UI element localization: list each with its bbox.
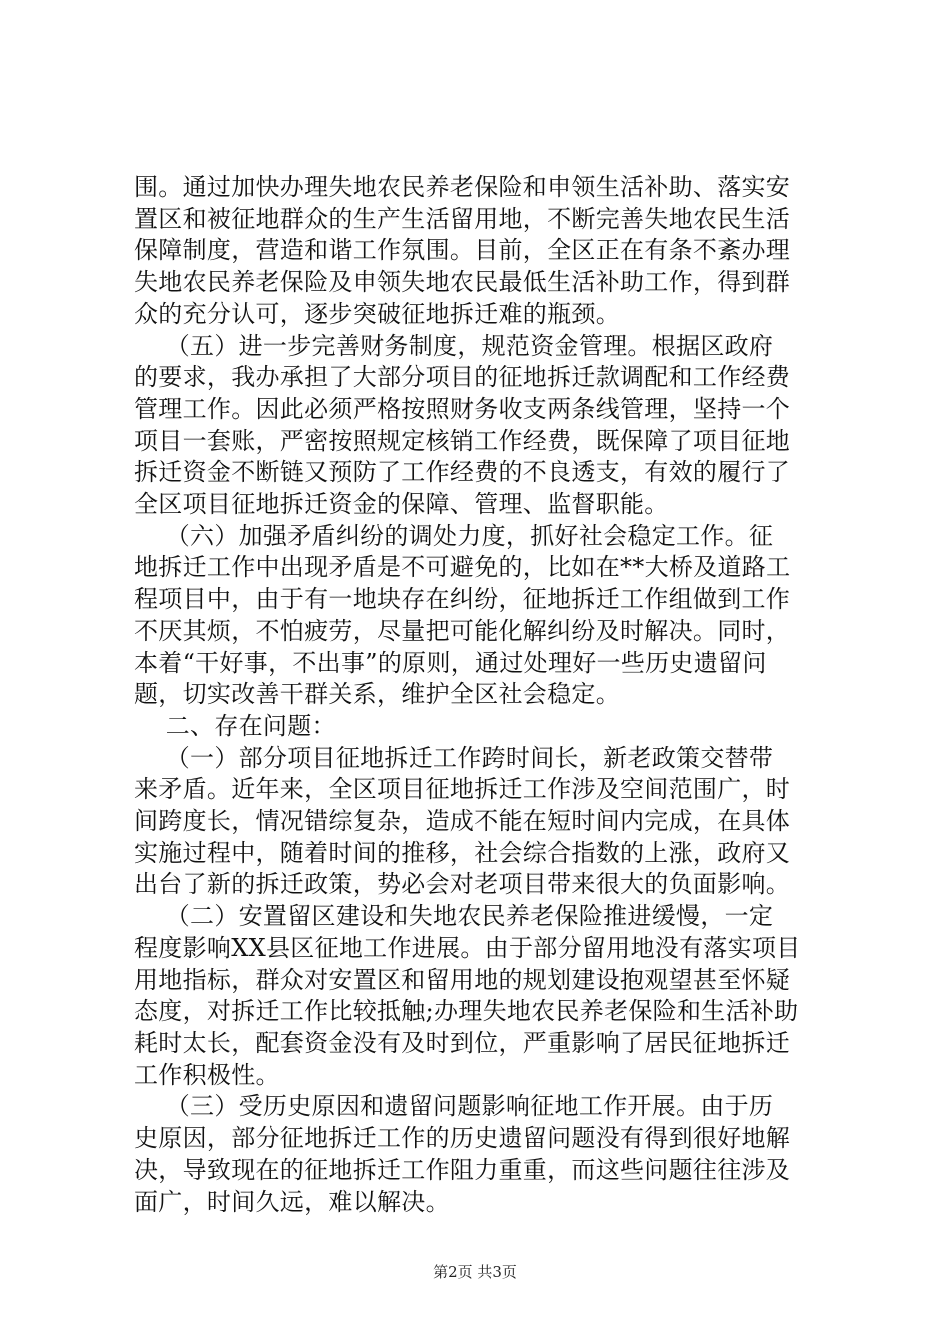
paragraph-start-line: （五）进一步完善财务制度，规范资金管理。根据区政府 [134, 331, 774, 360]
text-line: 拆迁资金不断链又预防了工作经费的不良透支，有效的履行了 [134, 458, 791, 487]
text-line: 不厌其烦，不怕疲劳，尽量把可能化解纠纷及时解决。同时， [134, 616, 791, 645]
paragraph-start-line: （二）安置留区建设和失地农民养老保险推进缓慢，一定 [134, 902, 774, 931]
document-body [134, 172, 834, 1218]
paragraph-start-line: （三）受历史原因和遗留问题影响征地工作开展。由于历 [134, 1092, 774, 1121]
paragraph-start-line: （一）部分项目征地拆迁工作跨时间长，新老政策交替带 [134, 743, 774, 772]
text-line: 间跨度长，情况错综复杂，造成不能在短时间内完成，在具体 [134, 807, 791, 836]
text-line: 实施过程中，随着时间的推移，社会综合指数的上涨，政府又 [134, 838, 791, 867]
text-line: 耗时太长，配套资金没有及时到位，严重影响了居民征地拆迁 [134, 1028, 791, 1057]
page-footer [0, 1262, 950, 1282]
text-line: 史原因，部分征地拆迁工作的历史遗留问题没有得到很好地解 [134, 1124, 791, 1153]
text-line: 众的充分认可，逐步突破征地拆迁难的瓶颈。 [134, 299, 620, 328]
text-line: 来矛盾。近年来，全区项目征地拆迁工作涉及空间范围广，时 [134, 775, 791, 804]
text-line: 面广，时间久远，难以解决。 [134, 1187, 450, 1216]
text-line: 用地指标，群众对安置区和留用地的规划建设抱观望甚至怀疑 [134, 965, 791, 994]
text-line: 失地农民养老保险及申领失地农民最低生活补助工作，得到群 [134, 268, 791, 297]
paragraph-start-line: （六）加强矛盾纠纷的调处力度，抓好社会稳定工作。征 [134, 521, 774, 550]
text-line: 决，导致现在的征地拆迁工作阻力重重，而这些问题往往涉及 [134, 1155, 791, 1184]
page-number: 第2页 共3页 [433, 1263, 517, 1281]
text-line: 管理工作。因此必须严格按照财务收支两条线管理，坚持一个 [134, 394, 791, 423]
text-line: 全区项目征地拆迁资金的保障、管理、监督职能。 [134, 490, 669, 519]
text-line: 程度影响XX县区征地工作进展。由于部分留用地没有落实项目 [134, 933, 801, 962]
section-heading: 二、存在问题： [134, 711, 336, 740]
text-line: 置区和被征地群众的生产生活留用地，不断完善失地农民生活 [134, 204, 791, 233]
text-line: 程项目中，由于有一地块存在纠纷，征地拆迁工作组做到工作 [134, 585, 791, 614]
text-line: 地拆迁工作中出现矛盾是不可避免的，比如在**大桥及道路工 [134, 553, 791, 582]
text-line: 的要求，我办承担了大部分项目的征地拆迁款调配和工作经费 [134, 363, 791, 392]
text-line: 态度，对拆迁工作比较抵触;办理失地农民养老保险和生活补助 [134, 997, 799, 1026]
text-line: 保障制度，营造和谐工作氛围。目前，全区正在有条不紊办理 [134, 236, 791, 265]
text-line: 围。通过加快办理失地农民养老保险和申领生活补助、落实安 [134, 173, 791, 201]
text-line: 出台了新的拆迁政策，势必会对老项目带来很大的负面影响。 [134, 870, 791, 899]
text-line: 工作积极性。 [134, 1060, 280, 1089]
text-line: 项目一套账，严密按照规定核销工作经费，既保障了项目征地 [134, 426, 791, 455]
text-line: 题，切实改善干群关系，维护全区社会稳定。 [134, 680, 620, 709]
text-line: 本着“干好事，不出事”的原则，通过处理好一些历史遗留问 [134, 648, 767, 677]
